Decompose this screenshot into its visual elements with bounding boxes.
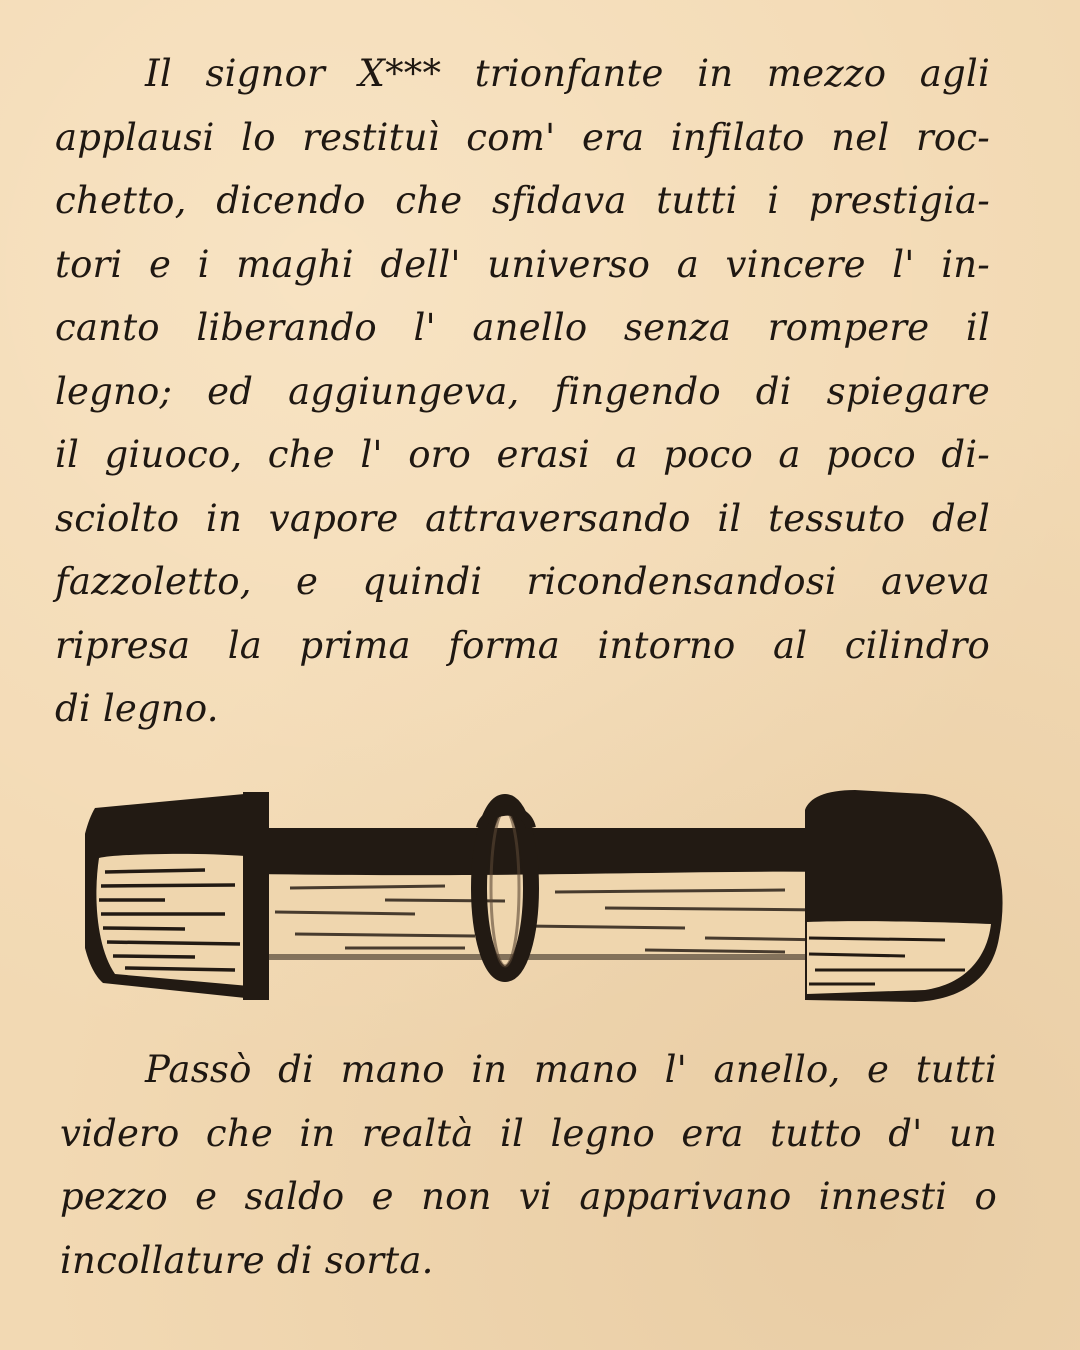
text-line: pezzo e saldo e non vi apparivano innesti o — [60, 1175, 997, 1218]
text-line: ripresa la prima forma intorno al cilindro — [55, 623, 990, 667]
text-line: applausi lo restituì com' era infilato nel roc- — [55, 115, 990, 159]
text-line: canto liberando l' anello senza rompere il — [55, 306, 990, 349]
spool-shaft — [255, 828, 835, 960]
text-line: fazzoletto, e quindi ricondensandosi aveva — [55, 560, 990, 603]
text-line: chetto, dicendo che sfidava tutti i prestigia- — [55, 179, 990, 222]
paragraph-2 — [60, 1038, 997, 1292]
text-line: incollature di sorta. — [60, 1238, 434, 1282]
text-line: di legno. — [55, 687, 219, 730]
text-line: videro che in realtà il legno era tutto d' un — [60, 1111, 997, 1155]
text-line: Passò di mano in mano l' anello, e tutti — [145, 1048, 997, 1091]
paragraph-1 — [55, 42, 990, 741]
spool-left-cap — [85, 792, 269, 1000]
text-line: sciolto in vapore attraversando il tessuto del — [55, 496, 990, 540]
text-line: Il signor X*** trionfante in mezzo agli — [145, 52, 990, 95]
text-line: legno; ed aggiungeva, fingendo di spiegare — [55, 369, 990, 413]
text-line: tori e i maghi dell' universo a vincere l' in- — [55, 242, 990, 286]
spool-right-cap — [805, 790, 1003, 1002]
text-line: il giuoco, che l' oro erasi a poco a poco di- — [55, 433, 990, 476]
spool-illustration — [85, 788, 1005, 1018]
